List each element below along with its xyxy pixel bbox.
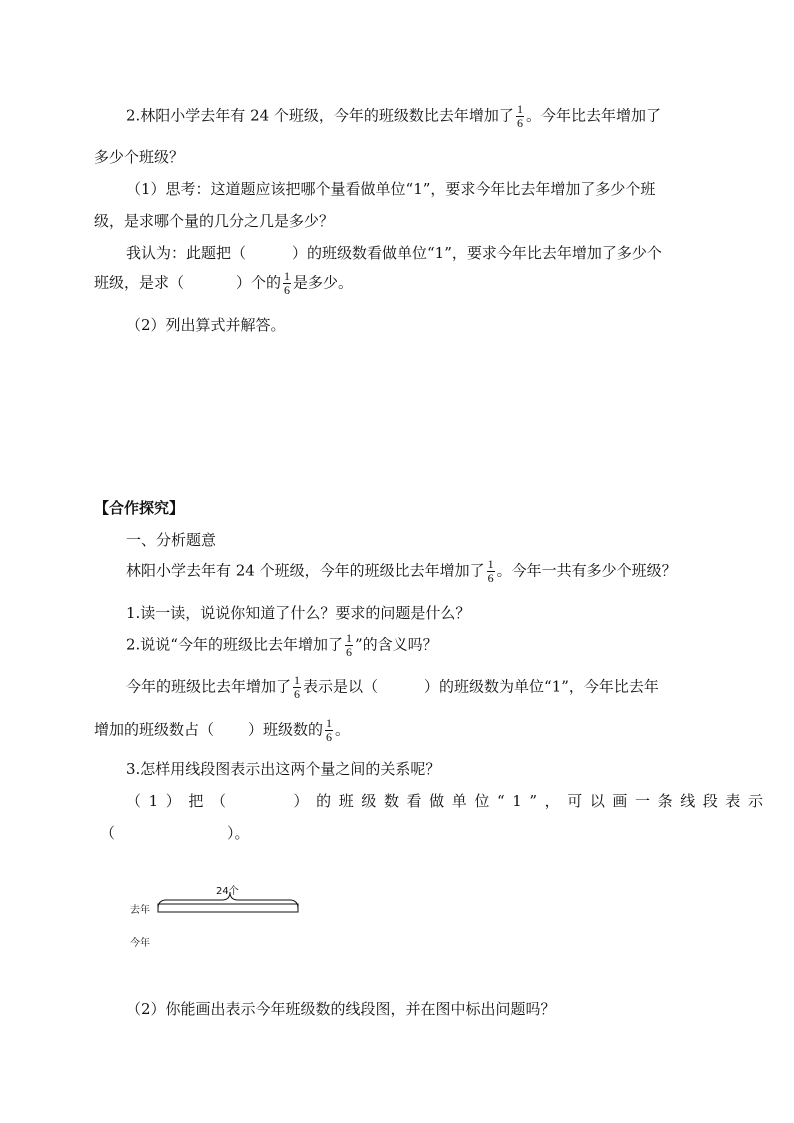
fraction-one-sixth: $\frac{1}{6}$ [516, 102, 523, 130]
q3-1-text-c: （ [100, 824, 116, 842]
meaning-text-c: ）的班级数为单位“1”，今年比去年 [424, 677, 659, 696]
q3-1-text-b: ）的班级数看做单位“1”，可以画一条线段表示 [293, 792, 771, 810]
meaning-text-f: 。 [335, 720, 351, 739]
fraction-one-sixth: $\frac{1}{6}$ [294, 673, 301, 701]
last-year-label: 去年 [130, 905, 150, 916]
line-segment-diagram [126, 880, 326, 960]
question-3-part-2: （2）你能画出表示今年班级数的线段图，并在图中标出问题吗？ [126, 1000, 556, 1018]
answer-line-2 [94, 270, 353, 297]
question-3: 3.怎样用线段图表示出这两个量之间的关系呢？ [126, 760, 441, 778]
q2-text-a: 2.说说“今年的班级比去年增加了 [126, 635, 343, 654]
section-title: 【合作探究】 [94, 499, 185, 517]
question-2-text-b: 。今年比去年增加了 [525, 106, 661, 125]
question-2 [126, 632, 438, 659]
answer-line-1 [126, 242, 662, 263]
brace-label: 24个 [216, 886, 239, 897]
question-2-text-a: 2.林阳小学去年有 24 个班级，今年的班级数比去年增加了 [126, 106, 514, 125]
q3-1-text-a: （1）把（ [126, 792, 234, 810]
problem-text-b: 。今年一共有多少个班级？ [496, 561, 677, 580]
fraction-one-sixth: $\frac{1}{6}$ [326, 716, 333, 744]
meaning-text-d: 增加的班级数占（ [94, 720, 215, 739]
problem-statement [126, 558, 677, 585]
answer-text-a: 我认为：此题把（ [126, 244, 247, 262]
subsection-title: 一、分析题意 [126, 531, 217, 549]
problem-text-a: 林阳小学去年有 24 个班级，今年的班级比去年增加了 [126, 561, 485, 580]
q2-text-b: ”的含义吗？ [354, 635, 438, 654]
answer-text-c: 班级，是求（ [94, 273, 185, 292]
q3-1-text-d: ）。 [227, 824, 250, 842]
meaning-line-1 [126, 674, 659, 701]
answer-text-e: 是多少。 [293, 273, 354, 292]
question-3-part-1-cont [100, 822, 250, 843]
this-year-label: 今年 [130, 938, 150, 949]
think-line-1: （1）思考：这道题应该把哪个量看做单位“1”，要求今年比去年增加了多少个班 [126, 180, 656, 198]
fraction-one-sixth: $\frac{1}{6}$ [284, 269, 291, 297]
fraction-one-sixth: $\frac{1}{6}$ [345, 631, 352, 659]
question-2-line-1 [126, 103, 661, 130]
part-2-label: （2）列出算式并解答。 [126, 316, 286, 334]
meaning-text-a: 今年的班级比去年增加了 [126, 677, 292, 696]
question-3-part-1 [126, 790, 771, 811]
answer-text-b: ）的班级数看做单位“1”，要求今年比去年增加了多少个 [292, 244, 662, 262]
think-line-2: 级，是求哪个量的几分之几是多少？ [94, 212, 335, 230]
fraction-one-sixth: $\frac{1}{6}$ [487, 557, 494, 585]
meaning-line-2 [94, 717, 350, 744]
meaning-text-b: 表示是以（ [303, 677, 379, 696]
answer-text-d: ）个的 [236, 273, 282, 292]
meaning-text-e: ）班级数的 [248, 720, 324, 739]
question-2-line-2: 多少个班级？ [94, 148, 185, 166]
last-year-segment [158, 904, 298, 912]
question-1: 1.读一读，说说你知道了什么？要求的问题是什么？ [126, 604, 471, 622]
